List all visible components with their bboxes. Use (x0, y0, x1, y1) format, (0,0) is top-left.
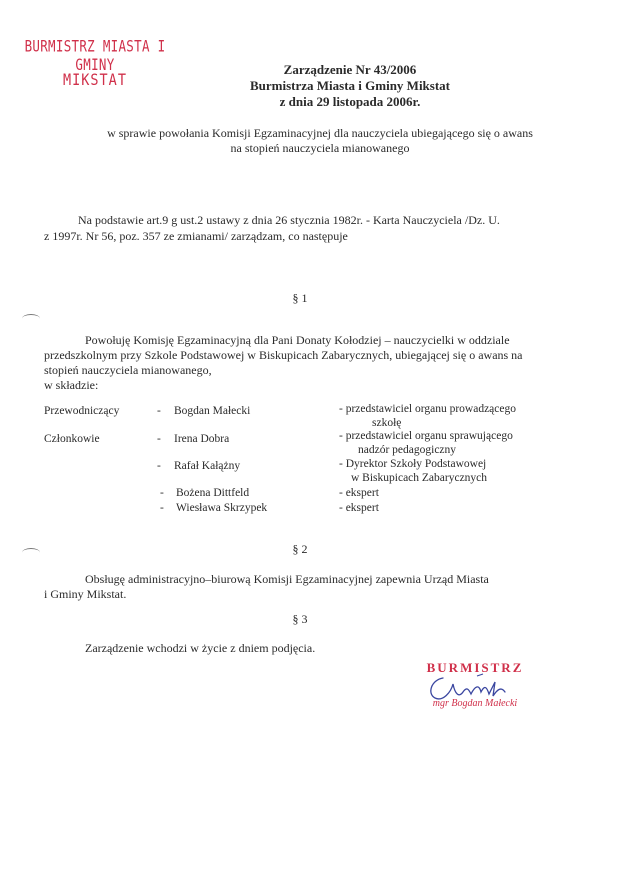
section1-line4: w składzie: (44, 378, 99, 392)
committee-name: Bożena Dittfeld (176, 487, 250, 499)
section1-line1: Powołuję Komisję Egzaminacyjną dla Pani Donaty Kołodziej – nauczycielki w oddziale (85, 333, 510, 347)
subject-line2: na stopień nauczyciela mianowanego (230, 141, 410, 155)
office-stamp (20, 36, 170, 90)
section3-heading: § 3 (292, 612, 308, 626)
committee-role: Przewodniczący (44, 405, 120, 417)
legal-basis-line1: Na podstawie art.9 g ust.2 ustawy z dnia 26 stycznia 1982r. - Karta Nauczyciela /Dz. U. (78, 213, 500, 227)
section3-line1: Zarządzenie wchodzi w życie z dniem podjęcia. (85, 641, 316, 655)
committee-desc: - przedstawiciel organu prowadzącego (339, 403, 516, 415)
committee-name: Rafał Kałążny (174, 460, 241, 472)
legal-basis-line2: z 1997r. Nr 56, poz. 357 ze zmianami/ zarządzam, co następuje (44, 229, 348, 243)
section2-heading: § 2 (292, 542, 308, 556)
section2-line2: i Gminy Mikstat. (44, 587, 127, 601)
document-issuer: Burmistrza Miasta i Gminy Mikstat (249, 78, 451, 93)
committee-desc-cont: nadzór pedagogiczny (358, 444, 457, 456)
section1-heading: § 1 (292, 291, 308, 305)
mayor-stamp-name: mgr Bogdan Małecki (432, 698, 518, 709)
section1-line2: przedszkolnym przy Szkole Podstawowej w Biskupicach Zabarycznych, ubiegającej się o awans na (44, 348, 523, 362)
committee-name: Irena Dobra (174, 433, 230, 445)
committee-role: Członkowie (44, 433, 100, 445)
committee-name: Wiesława Skrzypek (176, 502, 268, 514)
section1-line3: stopień nauczyciela mianowanego, (44, 363, 212, 377)
office-stamp-line2: MIKSTAT (63, 70, 127, 90)
handwritten-signature (425, 672, 520, 704)
committee-dash: - (157, 433, 161, 445)
committee-dash: - (160, 502, 164, 514)
committee-dash: - (160, 487, 164, 499)
committee-dash: - (157, 460, 161, 472)
subject-line1: w sprawie powołania Komisji Egzaminacyjnej dla nauczyciela ubiegającego się o awans (107, 126, 533, 140)
section2-line1: Obsługę administracyjno–biurową Komisji Egzaminacyjnej zapewnia Urząd Miasta (85, 572, 489, 586)
committee-desc-cont: szkołę (372, 417, 402, 429)
document-title: Zarządzenie Nr 43/2006 (283, 62, 417, 77)
committee-desc: - ekspert (339, 487, 379, 499)
committee-dash: - (157, 405, 161, 417)
punch-mark (22, 548, 40, 557)
committee-desc-cont: w Biskupicach Zabarycznych (351, 472, 488, 484)
committee-name: Bogdan Małecki (174, 405, 251, 417)
committee-desc: - Dyrektor Szkoły Podstawowej (339, 458, 487, 470)
committee-desc: - przedstawiciel organu sprawującego (339, 430, 513, 442)
office-stamp-line1: BURMISTRZ MIASTA I GMINY (24, 36, 166, 74)
document-date: z dnia 29 listopada 2006r. (279, 94, 421, 109)
committee-desc: - ekspert (339, 502, 379, 514)
mayor-stamp-title: BURMISTRZ (426, 660, 524, 675)
punch-mark (22, 314, 40, 323)
